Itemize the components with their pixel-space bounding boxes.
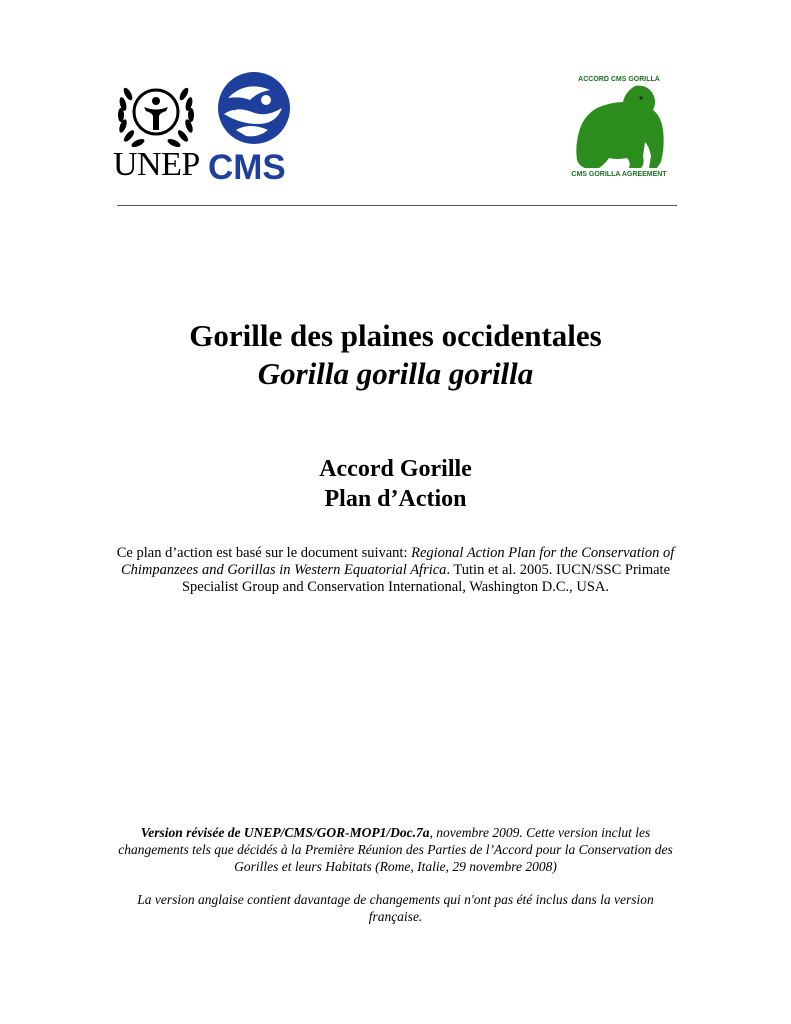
gorilla-logo-top-text: ACCORD CMS GORILLA [578,76,660,83]
english-version-note: La version anglaise contient davantage de changements qui n'ont pas été inclus dans la version française. [137,892,654,924]
version-note-lead: Version révisée de UNEP/CMS/GOR-MOP1/Doc.7a [140,825,430,840]
document-scientific-name: Gorilla gorilla gorilla [257,356,534,391]
document-title: Gorille des plaines occidentales [189,318,602,353]
cms-wordmark: CMS [208,148,286,187]
source-note-title: Regional Action Plan for the Conservation of Chimpanzees and Gorillas in Western Equatorial Africa [120,545,675,578]
unep-wordmark: UNEP [113,146,200,183]
document-subtitle-agreement: Accord Gorille [319,456,472,482]
source-note-citation: . Tutin et al. 2005. IUCN/SSC Primate Specialist Group and Conservation International, Washington D.C., USA. [181,562,671,595]
gorilla-logo-bottom-text: CMS GORILLA AGREEMENT [571,171,667,178]
source-note-intro: Ce plan d’action est basé sur le document suivant: [116,545,412,561]
version-note [110,824,681,875]
source-note [110,545,681,596]
version-note-text: , novembre 2009. Cette version inclut les changements tels que décidés à la Première Réunion des Parties de l’Accord pour la Conservation des Gorilles et leurs Habitats (Rome, Italie, 29 novembre 2008) [118,825,673,874]
gorilla-silhouette-icon [565,76,673,184]
document-subtitle-plan: Plan d’Action [324,486,467,512]
header-divider [117,205,677,206]
